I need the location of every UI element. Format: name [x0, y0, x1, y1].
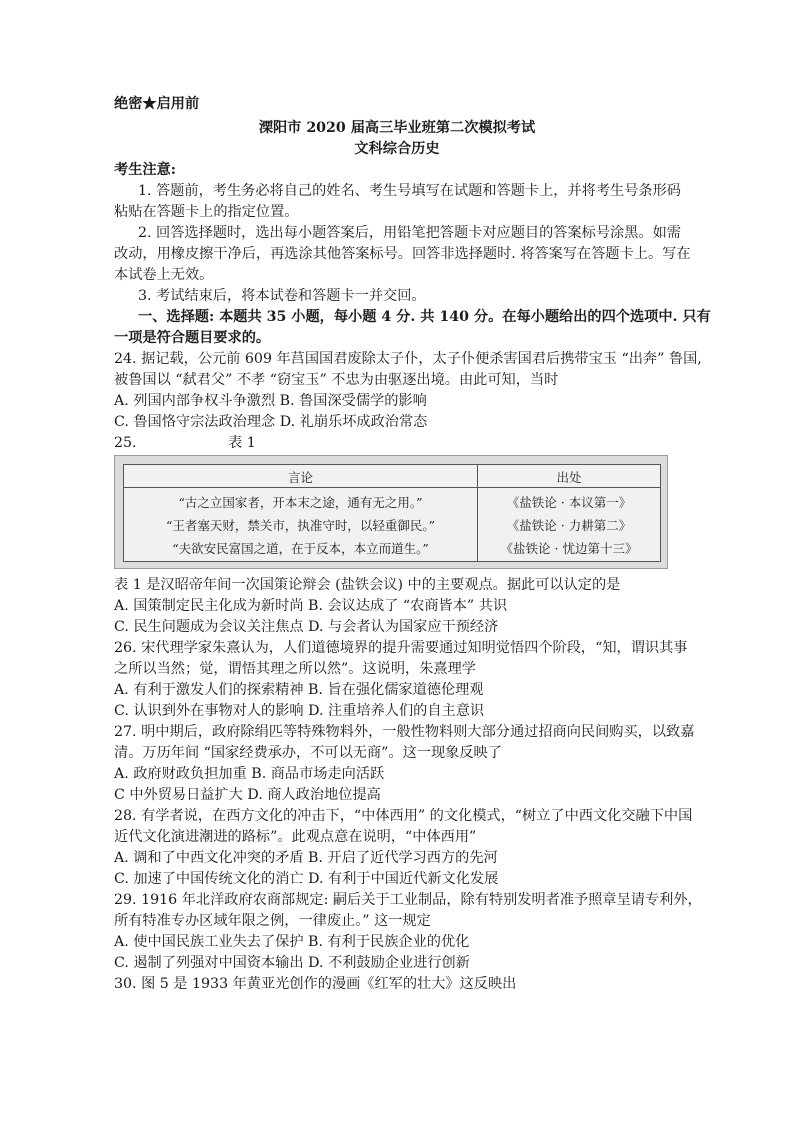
table-cell-quote: “夫欲安民富国之道，在于反本，本立而道生。” — [172, 541, 429, 556]
q29-options-cd: C. 遏制了列强对中国资本输出 D. 不利鼓励企业进行创新 — [114, 955, 470, 971]
notice-2-line-2: 改动，用橡皮擦干净后，再选涂其他答案标号。回答非选择题时. 将答案写在答题卡上。写在 — [114, 246, 691, 262]
q24-stem-line-2: 被鲁国以 “弑君父” 不孝 “窃宝玉” 不忠为由驱逐出境。由此可知，当时 — [114, 372, 559, 388]
q28-stem-line-1: 28. 有学者说，在西方文化的冲击下，“中体西用” 的文化模式，“树立了中西文化交融下中国 — [114, 808, 693, 824]
q30-stem: 30. 图 5 是 1933 年黄亚光创作的漫画《红军的壮大》这反映出 — [114, 976, 517, 992]
subject-title: 文科综合历史 — [354, 141, 440, 157]
q25-options-cd: C. 民生问题成为会议关注焦点 D. 与会者认为国家应干预经济 — [114, 619, 499, 635]
notice-1-line-2: 粘贴在答题卡上的指定位置。 — [114, 204, 299, 220]
table-cell-source: 《盐铁论 · 忧边第十三》 — [500, 541, 638, 556]
q27-stem-line-1: 27. 明中期后，政府除绢匹等特殊物料外，一般性物料则大部分通过招商向民间购买，以致嘉 — [114, 724, 695, 740]
q26-options-cd: C. 认识到外在事物对人的影响 D. 注重培养人们的自主意识 — [114, 703, 485, 719]
notice-2-line-1: 2. 回答选择题时，选出每小题答案后，用铅笔把答题卡对应题目的答案标号涂黑。如需 — [138, 225, 681, 241]
q28-options-ab: A. 调和了中西文化冲突的矛盾 B. 开启了近代学习西方的先河 — [114, 850, 498, 866]
q25-number: 25. — [114, 435, 137, 451]
table-cell-quote: “王者塞天财，禁关市，执准守时，以轻重御民。” — [165, 518, 436, 533]
table-cell-quote: “古之立国家者，开本末之途，通有无之用。” — [178, 495, 423, 510]
q28-stem-line-2: 近代文化演进潮进的路标”。此观点意在说明，“中体西用” — [114, 829, 477, 845]
q26-stem-line-1: 26. 宋代理学家朱熹认为，人们道德境界的提升需要通过知明觉悟四个阶段，“知，谓识其事 — [114, 640, 688, 656]
exam-title: 溧阳市 2020 届高三毕业班第二次模拟考试 — [258, 120, 536, 136]
q25-stem: 表 1 是汉昭帝年间一次国策论辩会 (盐铁会议) 中的主要观点。据此可以认定的是 — [114, 577, 621, 593]
table-cell-source: 《盐铁论 · 力耕第二》 — [506, 518, 632, 533]
table-header-quote: 言论 — [287, 470, 313, 485]
section-instruction-line-1: 一、选择题: 本题共 35 小题，每小题 4 分. 共 140 分。在每小题给出的四个选项中. 只有 — [138, 309, 711, 325]
q29-stem-line-2: 所有特准专办区域年限之例，一律废止。” 这一规定 — [114, 913, 431, 929]
quotation-table — [123, 464, 661, 562]
table-cell-source: 《盐铁论 · 本议第一》 — [506, 495, 632, 510]
q27-stem-line-2: 清。万历年间 “国家经费承办，不可以无商”。这一现象反映了 — [114, 745, 502, 761]
q24-options-cd: C. 鲁国恪守宗法政治理念 D. 礼崩乐坏成政治常态 — [114, 414, 428, 430]
secret-label: 绝密★启用前 — [114, 96, 200, 112]
table-header-source: 出处 — [556, 470, 582, 485]
q27-options-cd: C 中外贸易日益扩大 D. 商人政治地位提高 — [114, 787, 381, 803]
q29-options-ab: A. 使中国民族工业失去了保护 B. 有利于民族企业的优化 — [114, 934, 470, 950]
notice-title: 考生注意: — [114, 162, 176, 178]
q28-options-cd: C. 加速了中国传统文化的消亡 D. 有利于中国近代新文化发展 — [114, 871, 499, 887]
notice-2-line-3: 本试卷上无效。 — [114, 267, 214, 283]
q24-stem-line-1: 24. 据记载，公元前 609 年莒国国君废除太子仆，太子仆便杀害国君后携带宝玉 “出奔” 鲁国, — [114, 351, 702, 367]
q26-options-ab: A. 有利于激发人们的探索精神 B. 旨在强化儒家道德伦理观 — [114, 682, 484, 698]
q25-table-label: 表 1 — [228, 435, 256, 451]
quotation-table-photo — [114, 455, 668, 569]
section-instruction-line-2: 一项是符合题目要求的。 — [114, 330, 271, 346]
notice-3: 3. 考试结束后，将本试卷和答题卡一并交回。 — [138, 288, 426, 304]
table-header-divider — [124, 487, 660, 488]
q25-options-ab: A. 国策制定民主化成为新时尚 B. 会议达成了 “农商皆本” 共识 — [114, 598, 508, 614]
notice-1-line-1: 1. 答题前，考生务必将自己的姓名、考生号填写在试题和答题卡上，并将考生号条形码 — [138, 183, 681, 199]
q26-stem-line-2: 之所以当然；觉，谓悟其理之所以然”。这说明，朱熹理学 — [114, 661, 476, 677]
q27-options-ab: A. 政府财政负担加重 B. 商品市场走向活跃 — [114, 766, 385, 782]
q24-options-ab: A. 列国内部争权斗争激烈 B. 鲁国深受儒学的影响 — [114, 393, 427, 409]
q29-stem-line-1: 29. 1916 年北洋政府农商部规定: 嗣后关于工业制品，除有特别发明者准予照章呈请专利外， — [114, 892, 702, 908]
